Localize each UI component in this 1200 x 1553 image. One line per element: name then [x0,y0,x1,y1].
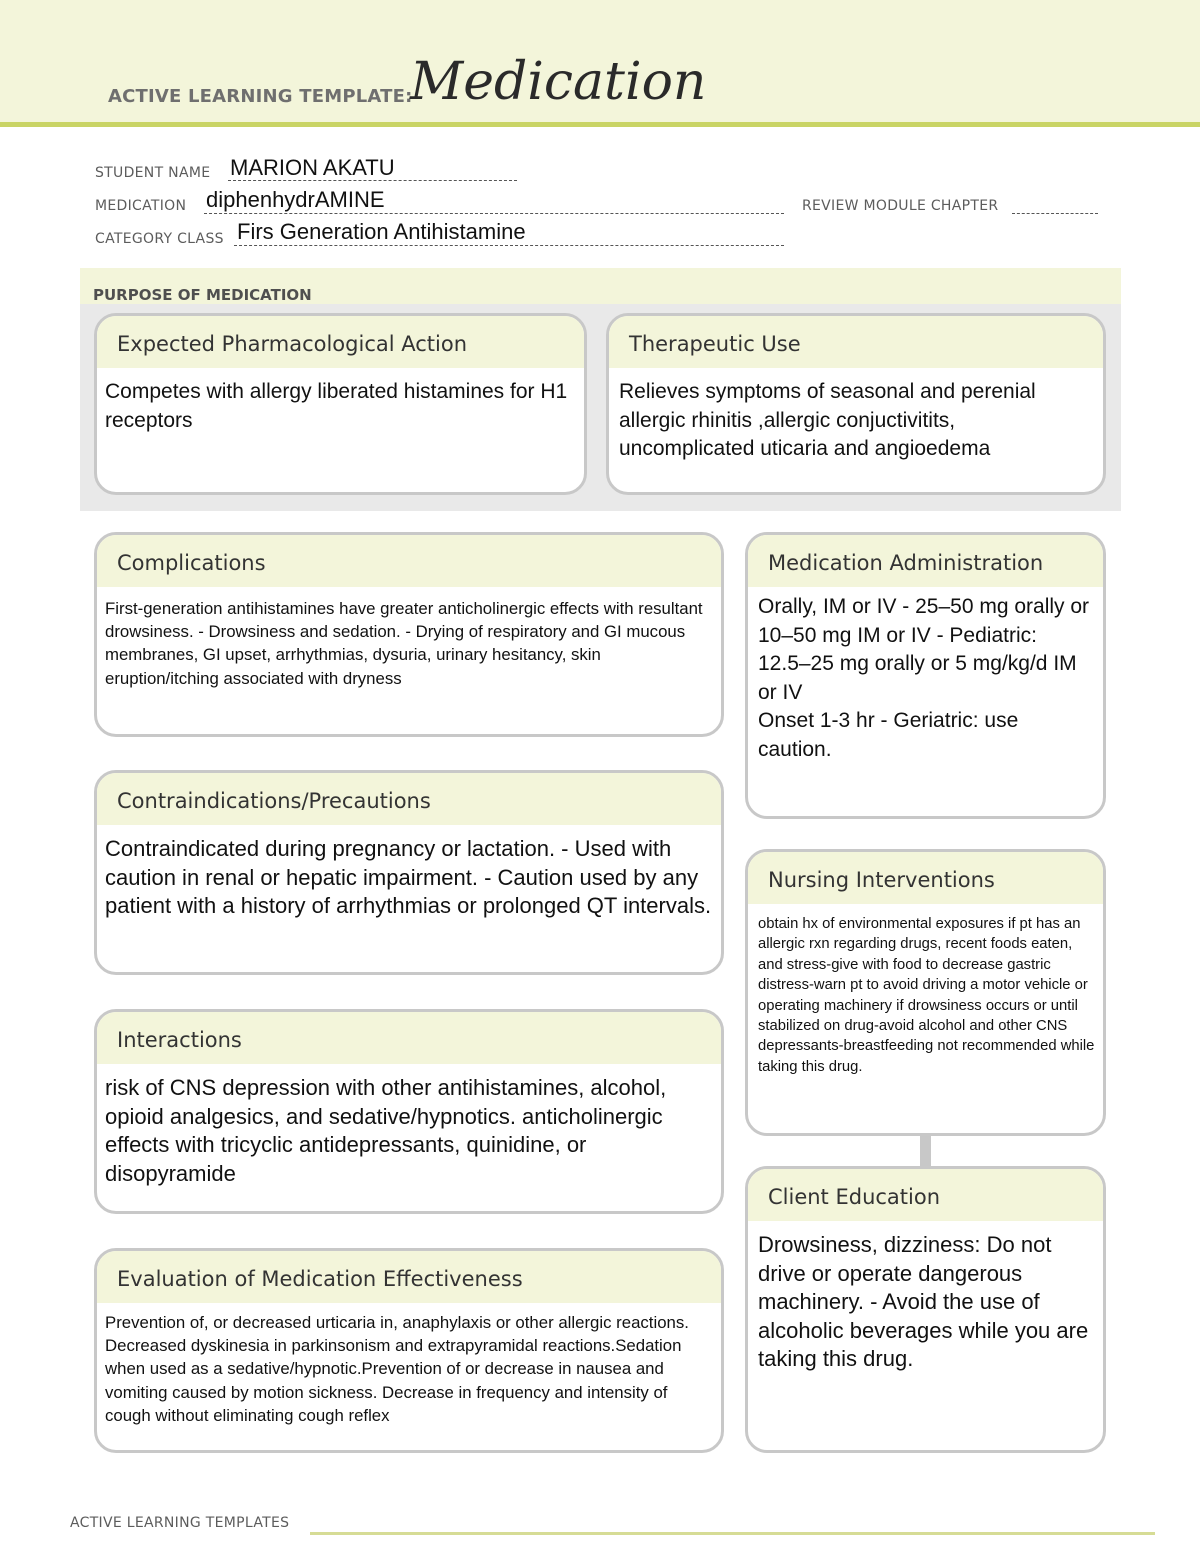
header-rule [0,122,1200,127]
expected-action-title: Expected Pharmacological Action [97,316,584,368]
expected-action-text: Competes with allergy liberated histamines for H1 receptors [105,380,568,432]
card-connector [920,1133,931,1166]
therapeutic-use-text: Relieves symptoms of seasonal and perenial allergic rhinitis ,allergic conjuctivitits, uncomplicated uticaria and angioedema [619,380,1036,460]
client-education-title: Client Education [748,1169,1103,1221]
complications-text: First-generation antihistamines have greater anticholinergic effects with resultant drowsiness. - Drowsiness and sedation. - Drying of respiratory and GI mucous membranes, GI upset, arrhythmias, dysuria, urinary hesitancy, skin eruption/itching associated with dryness [105,599,703,688]
nursing-interventions-card [745,849,1106,1136]
nursing-interventions-title: Nursing Interventions [748,852,1103,904]
student-name-field[interactable]: MARION AKATU [230,155,395,180]
therapeutic-use-title: Therapeutic Use [609,316,1103,368]
interactions-card [94,1009,724,1214]
footer-rule [310,1532,1155,1535]
interactions-text: risk of CNS depression with other antihistamines, alcohol, opioid analgesics, and sedative/hypnotics. anticholinergic effects with tricyclic antidepressants, quinidine, or disopyramide [105,1075,667,1186]
contraindications-card [94,770,724,975]
medication-underline [204,213,784,214]
footer-label: ACTIVE LEARNING TEMPLATES [70,1515,290,1531]
client-education-text: Drowsiness, dizziness: Do not drive or operate dangerous machinery. - Avoid the use of alcoholic beverages while you are taking this drug. [758,1232,1089,1372]
interactions-title: Interactions [97,1012,721,1064]
medication-label: MEDICATION [95,198,187,214]
client-education-card [745,1166,1106,1453]
evaluation-text: Prevention of, or decreased urticaria in, anaphylaxis or other allergic reactions. Decreased dyskinesia in parkinsonism and extrapyramidal reactions.Sedation when used as a sedative/hypnotic.Prevention of or decrease in nausea and vomiting caused by motion sickness. Decrease in frequency and intensity of cough without eliminating cough reflex [105,1313,689,1425]
medication-field[interactable]: diphenhydrAMINE [206,187,385,212]
evaluation-card [94,1248,724,1453]
contraindications-text: Contraindicated during pregnancy or lactation. - Used with caution in renal or hepatic impairment. - Caution used by any patient with a history of arrhythmias or prolonged QT intervals. [105,836,712,919]
student-name-label: STUDENT NAME [95,165,211,181]
review-module-label: REVIEW MODULE CHAPTER [802,198,999,214]
administration-title: Medication Administration [748,535,1103,587]
category-class-field[interactable]: Firs Generation Antihistamine [237,219,526,244]
administration-text: Orally, IM or IV - 25–50 mg orally or 10–50 mg IM or IV - Pediatric: 12.5–25 mg orally or 5 mg/kg/d IM or IV Onset 1-3 hr - Geriatric: use caution. [758,595,1090,761]
template-label: ACTIVE LEARNING TEMPLATE: [108,86,413,107]
category-class-underline [234,245,784,246]
nursing-interventions-text: obtain hx of environmental exposures if pt has an allergic rxn regarding drugs, recent foods eaten, and stress-give with food to decrease gastric distress-warn pt to avoid driving a motor vehicle or operating machinery if drowsiness occurs or until stabilized on drug-avoid alcohol and other CNS depressants-breastfeeding not recommended while taking this drug. [758,916,1095,1075]
evaluation-title: Evaluation of Medication Effectiveness [97,1251,721,1303]
complications-title: Complications [97,535,721,587]
contraindications-title: Contraindications/Precautions [97,773,721,825]
review-module-underline [1012,213,1098,214]
purpose-heading: PURPOSE OF MEDICATION [93,286,312,304]
complications-card [94,532,724,737]
expected-action-card [94,313,587,495]
page-title: Medication [410,52,707,112]
therapeutic-use-card [606,313,1106,495]
category-class-label: CATEGORY CLASS [95,231,224,247]
administration-card [745,532,1106,819]
